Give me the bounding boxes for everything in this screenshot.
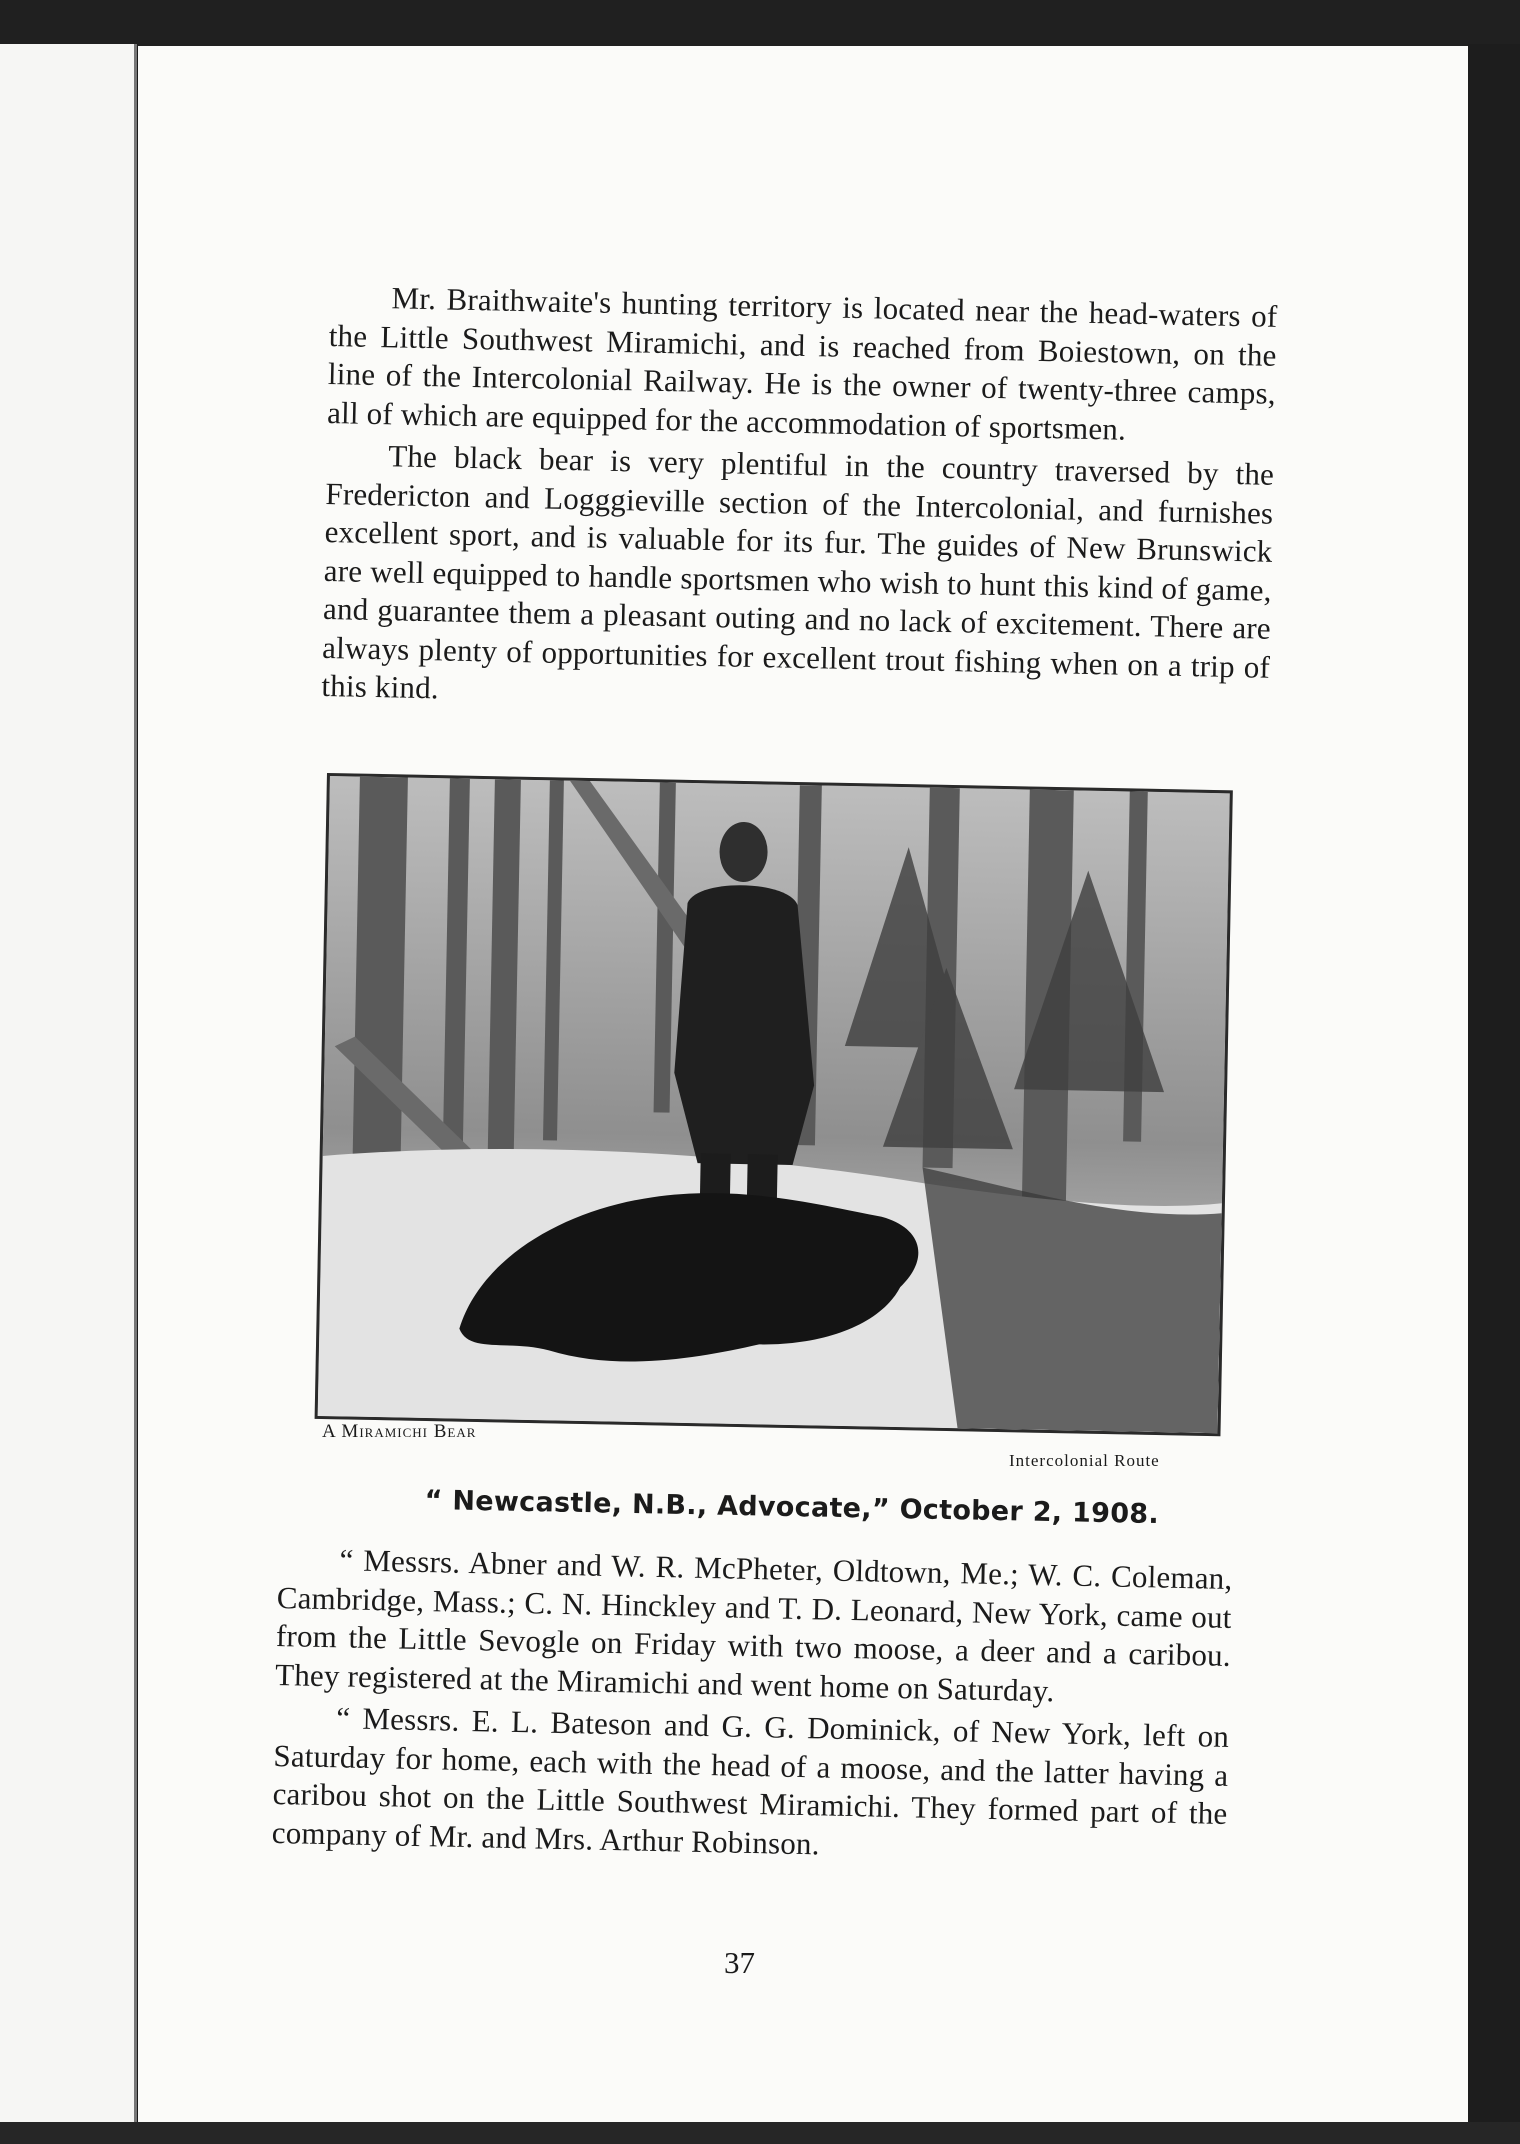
body-text-top (321, 278, 1278, 725)
paragraph-bateson: “ Messrs. E. L. Bateson and G. G. Dominick, of New York, left on Saturday for home, each with the head of a moose, and the latter having a caribou shot on the Little Southwest Miramichi. They formed part of the company of Mr. and Mrs. Arthur Robinson. (271, 1700, 1230, 1861)
scanner-right-border (1468, 44, 1520, 2144)
scanner-bottom-border (0, 2122, 1520, 2144)
photo-caption: A Miramichi Bear (322, 1421, 477, 1442)
paragraph-black-bear: The black bear is very plentiful in the country traversed by the Fredericton and Logggieville section of the Intercolonial, and furnishes excellent sport, and is valuable for its fur. The guides of New Brunswick are well equipped to handle sportsmen who wish to hunt this kind of game, and guarantee them a pleasant outing and no lack of excitement. There are always plenty of opportunities for excellent trout fishing when on a trip of this kind. (321, 438, 1275, 706)
section-heading: “ Newcastle, N.B., Advocate,” October 2, 1908. (424, 1485, 1160, 1531)
body-text-bottom (271, 1540, 1232, 1872)
photo-credit: Intercolonial Route (1009, 1451, 1160, 1470)
photo-illustration (318, 776, 1230, 1433)
paragraph-mcpheter: “ Messrs. Abner and W. R. McPheter, Oldtown, Me.; W. C. Coleman, Cambridge, Mass.; C. N. Hinckley and T. D. Leonard, New York, came out from the Little Sevogle on Friday with two moose, a deer and a caribou. They registered at the Miramichi and went home on Saturday. (274, 1542, 1233, 1708)
bear-photograph (315, 773, 1233, 1436)
page-number: 37 (724, 1945, 755, 1980)
paragraph-braithwaite: Mr. Braithwaite's hunting territory is located near the head-waters of the Little Southwest Miramichi, and is reached from Boiestown, on the line of the Intercolonial Railway. He is the owner of twenty-three camps, all of which are equipped for the accommodation of sportsmen. (326, 280, 1278, 447)
facing-page-edge (0, 44, 137, 2144)
scanner-top-border (0, 0, 1520, 46)
